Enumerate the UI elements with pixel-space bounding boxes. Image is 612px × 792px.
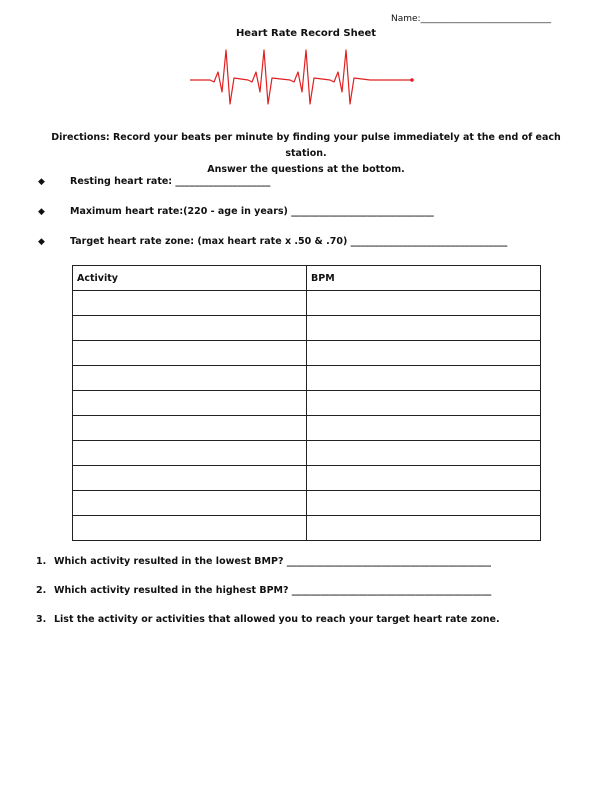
table-row bbox=[73, 491, 541, 516]
bpm-cell[interactable] bbox=[307, 316, 541, 341]
activity-cell[interactable] bbox=[73, 341, 307, 366]
activity-cell[interactable] bbox=[73, 366, 307, 391]
column-header-activity: Activity bbox=[73, 266, 307, 291]
bpm-cell[interactable] bbox=[307, 366, 541, 391]
directions-line-2: Answer the questions at the bottom. bbox=[207, 164, 405, 175]
question-number: 3. bbox=[36, 614, 47, 625]
bpm-cell[interactable] bbox=[307, 491, 541, 516]
name-field bbox=[391, 14, 551, 24]
activity-cell[interactable] bbox=[73, 391, 307, 416]
diamond-bullet-icon: ◆ bbox=[38, 207, 45, 217]
prompt-text: Target heart rate zone: (max heart rate x .50 & .70) _________________________________ bbox=[70, 236, 508, 247]
heart-rate-record-table bbox=[72, 265, 541, 541]
prompt-text: Maximum heart rate:(220 - age in years) ______________________________ bbox=[70, 206, 434, 217]
table-row bbox=[73, 366, 541, 391]
name-label: Name: bbox=[391, 14, 421, 24]
bpm-cell[interactable] bbox=[307, 416, 541, 441]
question-text: List the activity or activities that allowed you to reach your target heart rate zone. bbox=[54, 614, 500, 625]
diamond-bullet-icon: ◆ bbox=[38, 237, 45, 247]
question-number: 2. bbox=[36, 585, 47, 596]
prompt-maximum-heart-rate bbox=[38, 206, 434, 217]
activity-cell[interactable] bbox=[73, 441, 307, 466]
heartbeat-ekg-graphic bbox=[190, 42, 420, 114]
column-header-bpm: BPM bbox=[307, 266, 541, 291]
bpm-cell[interactable] bbox=[307, 391, 541, 416]
page-title: Heart Rate Record Sheet bbox=[235, 28, 377, 39]
bpm-cell[interactable] bbox=[307, 441, 541, 466]
table-row bbox=[73, 291, 541, 316]
bpm-cell[interactable] bbox=[307, 291, 541, 316]
activity-cell[interactable] bbox=[73, 291, 307, 316]
activity-cell[interactable] bbox=[73, 516, 307, 541]
table-row bbox=[73, 516, 541, 541]
activity-cell[interactable] bbox=[73, 416, 307, 441]
activity-cell[interactable] bbox=[73, 316, 307, 341]
table-row bbox=[73, 391, 541, 416]
prompt-target-heart-rate-zone bbox=[38, 236, 507, 247]
directions bbox=[40, 130, 572, 178]
question-3 bbox=[36, 614, 500, 625]
table-row bbox=[73, 316, 541, 341]
diamond-bullet-icon: ◆ bbox=[38, 177, 45, 187]
directions-line-1: Directions: Record your beats per minute by finding your pulse immediately at the end of each station. bbox=[51, 132, 561, 159]
prompt-resting-heart-rate bbox=[38, 176, 270, 187]
table-row bbox=[73, 416, 541, 441]
ekg-line bbox=[190, 50, 412, 104]
question-1 bbox=[36, 556, 491, 567]
ekg-end-dot bbox=[410, 78, 414, 82]
table-body bbox=[73, 291, 541, 541]
table-row bbox=[73, 466, 541, 491]
bpm-cell[interactable] bbox=[307, 341, 541, 366]
activity-cell[interactable] bbox=[73, 491, 307, 516]
question-text: Which activity resulted in the lowest BMP? ___________________________________________ bbox=[54, 556, 492, 567]
prompt-text: Resting heart rate: ____________________ bbox=[70, 176, 271, 187]
table-row bbox=[73, 341, 541, 366]
bpm-cell[interactable] bbox=[307, 516, 541, 541]
activity-cell[interactable] bbox=[73, 466, 307, 491]
name-blank[interactable]: _____________________________ bbox=[420, 14, 552, 24]
question-2 bbox=[36, 585, 491, 596]
question-number: 1. bbox=[36, 556, 47, 567]
table-header-row bbox=[73, 266, 541, 291]
bpm-cell[interactable] bbox=[307, 466, 541, 491]
table-row bbox=[73, 441, 541, 466]
question-text: Which activity resulted in the highest BPM? __________________________________________ bbox=[54, 585, 492, 596]
